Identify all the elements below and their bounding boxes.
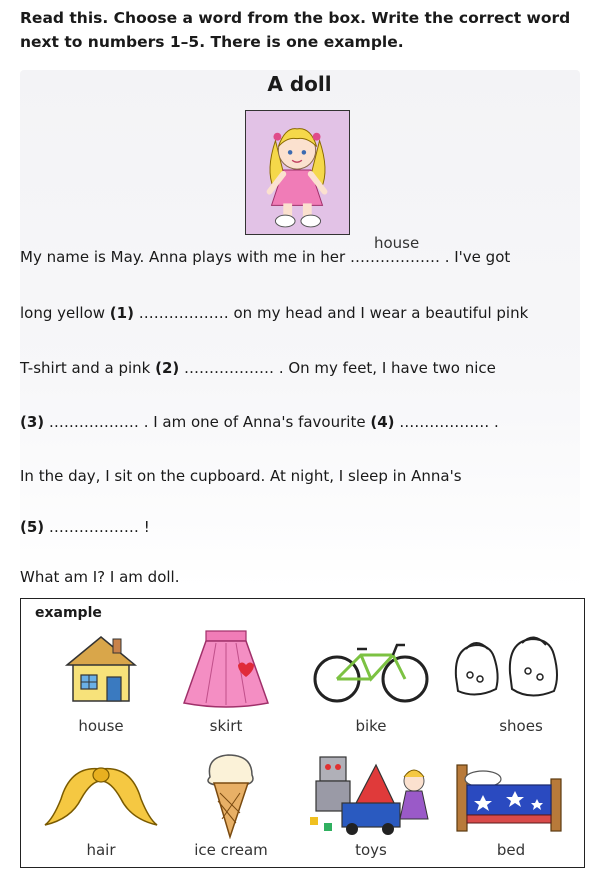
story-line-4 bbox=[20, 413, 499, 431]
ice-cream-icon bbox=[196, 747, 266, 839]
bike-picture bbox=[311, 635, 431, 705]
story-text: . bbox=[494, 413, 499, 431]
word-box bbox=[20, 598, 585, 868]
doll-icon bbox=[246, 111, 349, 234]
story-line-5: In the day, I sit on the cupboard. At night, I sleep in Anna's bbox=[20, 467, 462, 485]
gap-number-1: (1) bbox=[109, 304, 134, 322]
example-label: example bbox=[35, 605, 102, 621]
instructions: Read this. Choose a word from the box. Write the correct word next to numbers 1–5. There is one example. bbox=[20, 9, 571, 51]
word-bed: bed bbox=[496, 841, 526, 859]
story-line-6 bbox=[20, 518, 150, 536]
answer-dots: ……………… bbox=[349, 248, 440, 266]
story-text: ! bbox=[143, 518, 150, 536]
word-toys: toys bbox=[355, 841, 387, 859]
toys-icon bbox=[306, 747, 436, 839]
story-text: T-shirt and a pink bbox=[20, 359, 156, 377]
house-icon bbox=[61, 627, 141, 707]
story-text: . I've got bbox=[439, 248, 511, 266]
answer-blank-2[interactable]: ……………… bbox=[179, 359, 279, 377]
story-text: My name is May. Anna plays with me in her bbox=[20, 248, 350, 266]
house-picture bbox=[56, 627, 146, 707]
story-text: on my head and I wear a beautiful pink bbox=[233, 304, 529, 322]
story-text: long yellow bbox=[20, 304, 110, 322]
bike-icon bbox=[311, 635, 431, 705]
answer-blank-1[interactable]: ……………… bbox=[133, 304, 234, 322]
gap-number-5: (5) bbox=[20, 518, 45, 536]
story-text: . On my feet, I have two nice bbox=[278, 359, 496, 377]
word-bike: bike bbox=[355, 717, 387, 735]
story-line-1 bbox=[20, 234, 511, 266]
gap-number-2: (2) bbox=[155, 359, 180, 377]
story-text: . I am one of Anna's favourite bbox=[143, 413, 371, 431]
word-house: house bbox=[78, 717, 124, 735]
word-hair: hair bbox=[86, 841, 116, 859]
answer-blank-5[interactable]: ……………… bbox=[44, 518, 144, 536]
ice-cream-picture bbox=[196, 747, 266, 839]
bed-icon bbox=[453, 749, 565, 837]
example-answer-word: house bbox=[373, 234, 420, 252]
answer-blank-3[interactable]: ……………… bbox=[44, 413, 144, 431]
story-line-2 bbox=[20, 304, 528, 322]
gap-number-3: (3) bbox=[20, 413, 45, 431]
answer-blank-4[interactable]: ……………… bbox=[394, 413, 495, 431]
word-skirt: skirt bbox=[209, 717, 243, 735]
story-line-3 bbox=[20, 359, 496, 377]
bed-picture bbox=[453, 749, 565, 837]
story-line-7: What am I? I am doll. bbox=[20, 568, 180, 586]
page-title: A doll bbox=[267, 72, 332, 96]
toys-picture bbox=[306, 747, 436, 839]
gap-number-4: (4) bbox=[370, 413, 395, 431]
shoes-icon bbox=[446, 627, 566, 707]
word-ice-cream: ice cream bbox=[194, 841, 268, 859]
hair-picture bbox=[41, 759, 161, 829]
doll-picture bbox=[245, 110, 350, 235]
skirt-icon bbox=[176, 625, 276, 713]
shoes-picture bbox=[446, 627, 566, 707]
example-answer bbox=[349, 234, 440, 266]
word-shoes: shoes bbox=[499, 717, 543, 735]
skirt-picture bbox=[176, 625, 276, 713]
hair-icon bbox=[41, 759, 161, 829]
